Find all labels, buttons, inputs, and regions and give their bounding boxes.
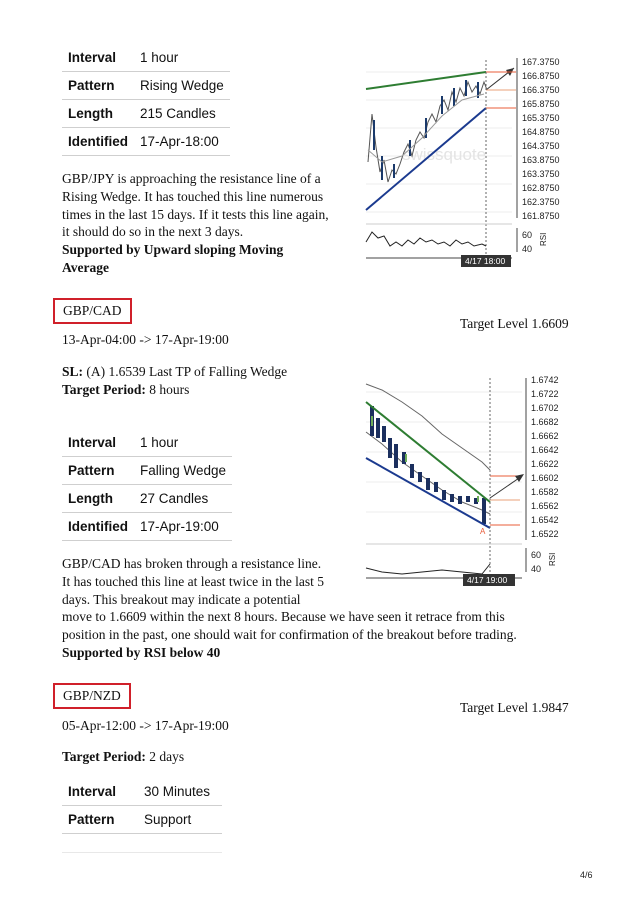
row-label: Interval [62, 778, 138, 806]
table-row [62, 128, 230, 156]
rsi-tick: 40 [522, 244, 533, 254]
price-tick: 163.8750 [522, 155, 560, 165]
row-label: Pattern [62, 806, 138, 834]
paragraph-line: GBP/JPY is approaching the resistance line of a [62, 171, 321, 186]
chart-watermark: swissquote [402, 145, 487, 164]
period-label: Target Period: [62, 382, 146, 397]
gbpcad-chart [362, 372, 577, 590]
price-tick: 161.8750 [522, 211, 560, 221]
gbpcad-description-narrow [62, 555, 362, 608]
period-label: Target Period: [62, 749, 146, 764]
row-label: Pattern [62, 72, 134, 100]
gbpcad-stop-loss [62, 364, 287, 380]
table-row [62, 429, 232, 457]
price-tick: 1.6562 [531, 501, 559, 511]
price-tick: 1.6742 [531, 375, 559, 385]
table-row [62, 100, 230, 128]
paragraph-line: Rising Wedge. It has touched this line numerous [62, 188, 324, 204]
row-value: 1 hour [134, 44, 230, 72]
gbpnzd-target-level: Target Level 1.9847 [460, 700, 569, 715]
gbpcad-pair-label: GBP/CAD [53, 298, 132, 324]
row-value: 1 hour [134, 429, 232, 457]
period-value: 2 days [145, 749, 185, 764]
paragraph-line: times in the last 15 days. If it tests this line again, [62, 206, 329, 222]
price-tick: 163.3750 [522, 169, 560, 179]
period-value: 8 hours [145, 382, 190, 397]
price-tick: 1.6722 [531, 389, 559, 399]
rsi-axis-label: RSI [548, 552, 557, 566]
price-tick: 162.8750 [522, 183, 560, 193]
table-row [62, 72, 230, 100]
price-tick: 166.3750 [522, 85, 560, 95]
table-row [62, 485, 232, 513]
row-label: Interval [62, 429, 134, 457]
price-tick: 162.3750 [522, 197, 560, 207]
table-row [62, 806, 222, 834]
gbpjpy-description [62, 170, 352, 277]
row-value: 17-Apr-18:00 [134, 128, 230, 156]
row-label: Length [62, 485, 134, 513]
gbpcad-target-period [62, 382, 189, 398]
gbpcad-target-level: Target Level 1.6609 [460, 316, 569, 331]
price-tick: 1.6702 [531, 403, 559, 413]
price-tick: 1.6682 [531, 417, 559, 427]
row-value: 30 Minutes [138, 778, 222, 806]
table-row [62, 457, 232, 485]
gbpcad-description-wide [62, 608, 582, 661]
page-number: 4/6 [580, 870, 593, 880]
row-value: Falling Wedge [134, 457, 232, 485]
gbpcad-date-range: 13-Apr-04:00 -> 17-Apr-19:00 [62, 332, 229, 347]
price-tick: 1.6602 [531, 473, 559, 483]
paragraph-line: days. This breakout may indicate a potential [62, 591, 301, 607]
gbpnzd-date-range: 05-Apr-12:00 -> 17-Apr-19:00 [62, 718, 229, 733]
time-label: 4/17 19:00 [467, 575, 508, 585]
row-value: 17-Apr-19:00 [134, 513, 232, 541]
table-row [62, 44, 230, 72]
rsi-tick: 40 [531, 564, 542, 574]
rsi-tick: 60 [531, 550, 542, 560]
gbpnzd-info-table [62, 778, 222, 834]
row-label: Length [62, 100, 134, 128]
paragraph-line: It has touched this line at least twice in the last 5 [62, 573, 325, 589]
gbpjpy-info-table [62, 44, 230, 156]
sl-value: (A) 1.6539 Last TP of Falling Wedge [83, 364, 288, 379]
row-label: Pattern [62, 457, 134, 485]
row-label: Interval [62, 44, 134, 72]
paragraph-line: GBP/CAD has broken through a resistance line. [62, 556, 322, 571]
time-label: 4/17 18:00 [465, 256, 506, 266]
row-label: Identified [62, 513, 134, 541]
marker-a: A [480, 527, 486, 536]
table-row [62, 513, 232, 541]
gbpcad-info-table [62, 429, 232, 541]
sl-label: SL: [62, 364, 84, 379]
table-row [62, 778, 222, 806]
paragraph-line: it should do so in the next 3 days. [62, 224, 244, 240]
price-tick: 166.8750 [522, 71, 560, 81]
rsi-axis-label: RSI [539, 232, 548, 246]
rsi-tick: 60 [522, 230, 533, 240]
gbpnzd-target-period [62, 749, 184, 765]
row-value: 215 Candles [134, 100, 230, 128]
table-divider [62, 852, 222, 853]
row-value: Rising Wedge [134, 72, 230, 100]
price-tick: 164.8750 [522, 127, 560, 137]
price-tick: 165.3750 [522, 113, 560, 123]
price-tick: 1.6642 [531, 445, 559, 455]
gbpjpy-chart [362, 52, 577, 270]
price-tick: 1.6582 [531, 487, 559, 497]
row-value: Support [138, 806, 222, 834]
support-line: Average [62, 259, 109, 275]
gbpnzd-pair-label: GBP/NZD [53, 683, 131, 709]
row-value: 27 Candles [134, 485, 232, 513]
row-label: Identified [62, 128, 134, 156]
paragraph-line: move to 1.6609 within the next 8 hours. Because we have seen it retrace from this [62, 609, 505, 624]
support-line: Supported by RSI below 40 [62, 644, 221, 660]
price-tick: 1.6542 [531, 515, 559, 525]
paragraph-line: position in the past, one should wait for confirmation of the breakout before trading. [62, 626, 517, 642]
support-line: Supported by Upward sloping Moving [62, 242, 284, 258]
price-tick: 164.3750 [522, 141, 560, 151]
price-tick: 1.6622 [531, 459, 559, 469]
price-tick: 167.3750 [522, 57, 560, 67]
price-tick: 165.8750 [522, 99, 560, 109]
price-tick: 1.6662 [531, 431, 559, 441]
price-tick: 1.6522 [531, 529, 559, 539]
